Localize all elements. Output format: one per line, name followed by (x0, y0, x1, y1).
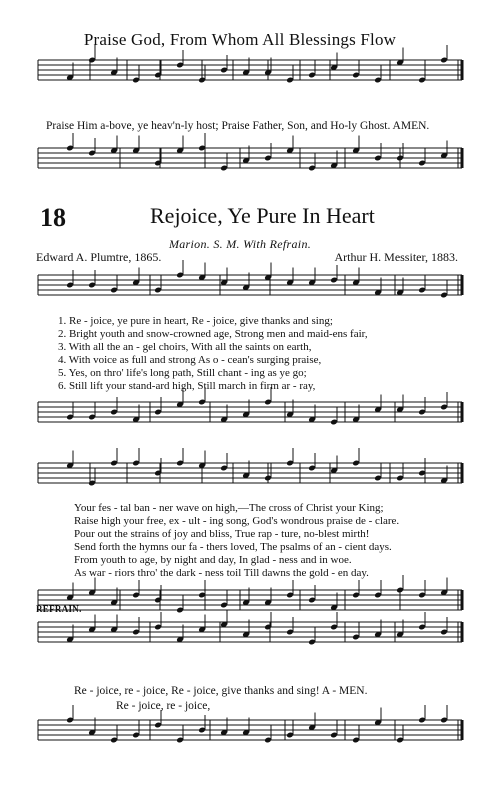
verse-line: 5. Yes, on thro' life's long path, Still chant - ing as ye go; (58, 367, 307, 379)
words-author: Edward A. Plumtre, 1865. (36, 250, 162, 264)
refrain-lyric-lower: Re - joice, re - joice, (116, 700, 211, 712)
verse-line: 4. With voice as full and strong As o - cean's surging praise, (58, 354, 322, 366)
verse-line: From youth to age, by night and day, In glad - ness and in woe. (74, 554, 352, 566)
verse-line: Send forth the hymns our fa - thers loved, The psalms of an - cient days. (74, 541, 392, 553)
tune-meter: Marion. S. M. With Refrain. (168, 237, 312, 251)
previous-hymn-lyric: Praise Him a-bove, ye heav'n-ly host; Praise Father, Son, and Ho-ly Ghost. AMEN. (46, 120, 430, 132)
verse-line: Your fes - tal ban - ner wave on high,—The cross of Christ your King; (74, 502, 384, 514)
verse-line: 6. Still lift your stand-ard high, Still march in firm ar - ray, (58, 380, 316, 392)
hymn-title: Rejoice, Ye Pure In Heart (150, 203, 375, 228)
previous-hymn-title: Praise God, From Whom All Blessings Flow (83, 30, 397, 49)
refrain-lyric: Re - joice, re - joice, Re - joice, give thanks and sing! A - MEN. (74, 685, 368, 697)
verse-line: 3. With all the an - gel choirs, With all the saints on earth, (58, 341, 312, 353)
refrain-label: REFRAIN. (36, 604, 82, 614)
verse-line: Pour out the strains of joy and bliss, True rap - ture, no-blest mirth! (74, 528, 370, 540)
hymn-number: 18 (40, 203, 66, 232)
verse-line: Raise high your free, ex - ult - ing song, God's wondrous praise de - clare. (74, 515, 400, 527)
verse-line: 2. Bright youth and snow-crowned age, Strong men and maid-ens fair, (58, 328, 368, 340)
verse-line: As war - riors thro' the dark - ness toil Till dawns the gold - en day. (74, 567, 369, 579)
music-composer: Arthur H. Messiter, 1883. (334, 250, 458, 264)
verse-line: 1. Re - joice, ye pure in heart, Re - joice, give thanks and sing; (58, 315, 333, 327)
